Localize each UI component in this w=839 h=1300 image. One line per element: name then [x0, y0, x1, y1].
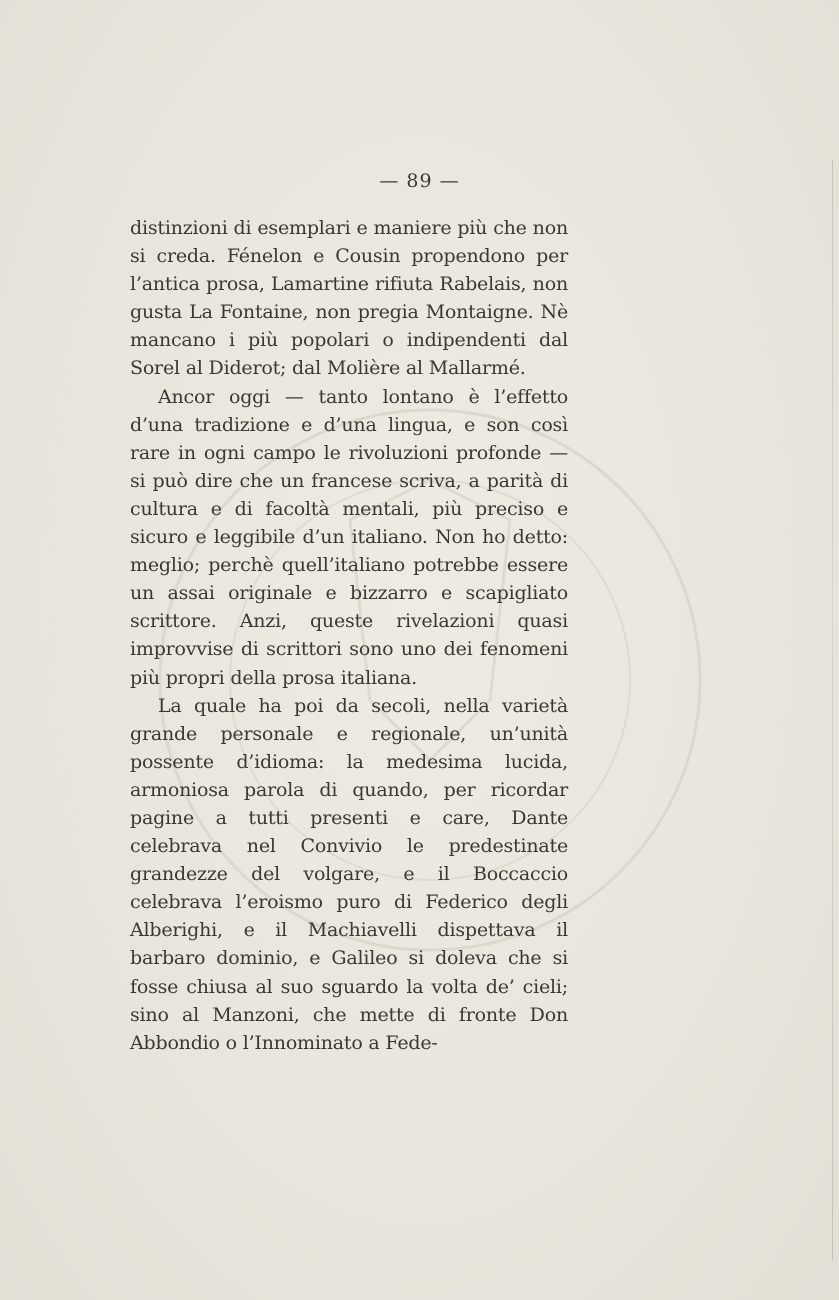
- page-edge-line: [832, 160, 833, 1260]
- body-text: [130, 214, 568, 1057]
- page-number: — 89 —: [379, 170, 460, 192]
- paragraph-1: distinzioni di esemplari e maniere più che non si creda. Fénelon e Cousin propendono per l’antica prosa, Lamartine rifiuta Rabelais, non gusta La Fontaine, non pregia Montaigne. Nè mancano i più popolari o indipendenti dal Sorel al Diderot; dal Molière al Mallarmé.: [130, 217, 568, 380]
- paragraph-3: La quale ha poi da secoli, nella varietà grande personale e regionale, un’unità possente d’idioma: la medesima lucida, armoniosa parola di quando, per ricordar pagine a tutti presenti e care, Dante celebrava nel Convivio le predestinate grandezze del volgare, e il Boccaccio celebrava l’eroismo puro di Federico degli Alberighi, e il Machiavelli dispettava il barbaro dominio, e Galileo si doleva che si fosse chiusa al suo sguardo la volta de’ cieli; sino al Manzoni, che mette di fronte Don Abbondio o l’Innominato a Fede-: [130, 694, 568, 1054]
- paragraph-2: Ancor oggi — tanto lontano è l’effetto d’una tradizione e d’una lingua, e son così rare in ogni campo le rivoluzioni profonde — si può dire che un francese scriva, a parità di cultura e di facoltà mentali, più preciso e sicuro e leggibile d’un italiano. Non ho detto: meglio; perchè quell’italiano potrebbe essere un assai originale e bizzarro e scapigliato scrittore. Anzi, queste rivelazioni quasi improvvise di scrittori sono uno dei fenomeni più propri della prosa italiana.: [130, 385, 568, 689]
